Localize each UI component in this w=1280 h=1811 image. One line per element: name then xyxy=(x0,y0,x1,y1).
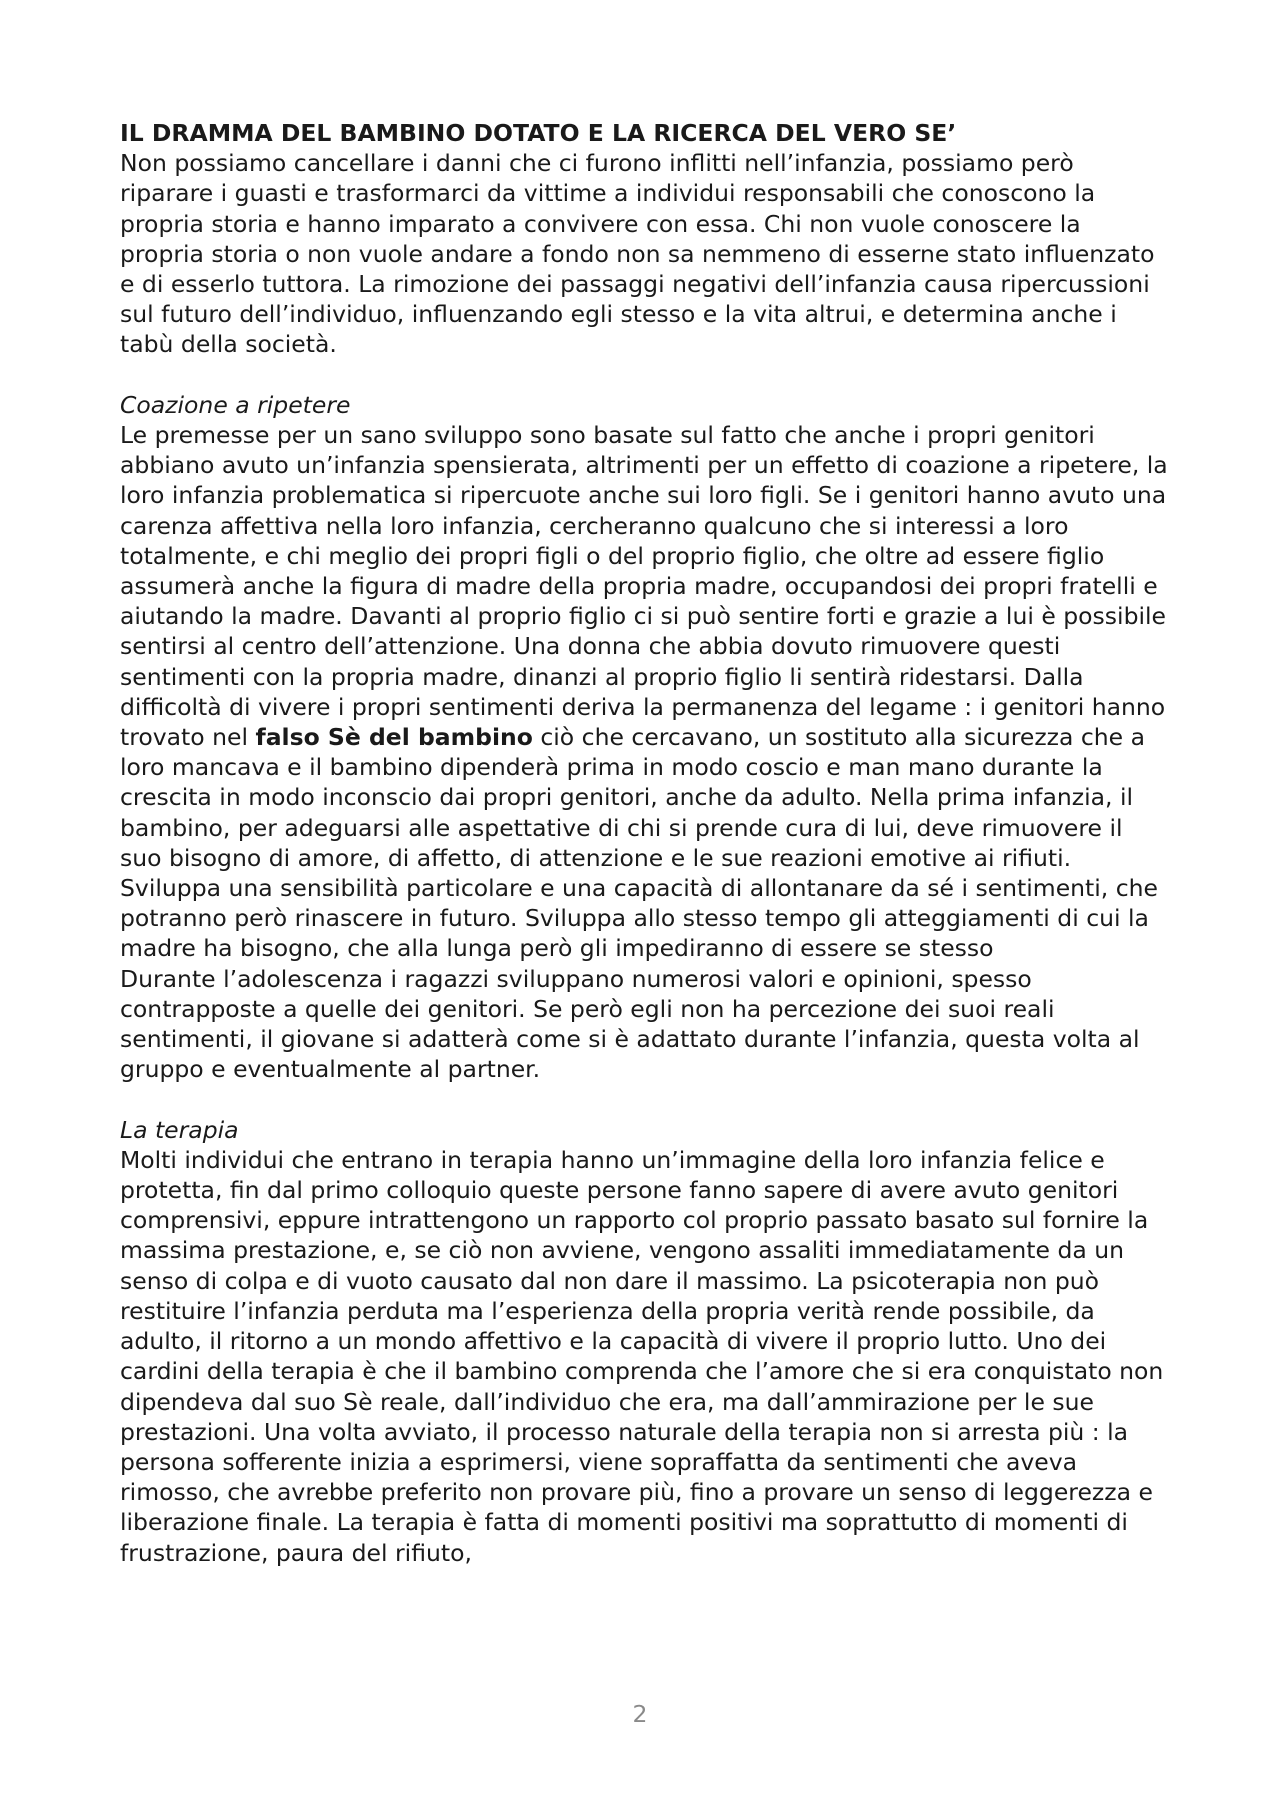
paragraph-gap xyxy=(120,360,1170,390)
section-heading-terapia: La terapia xyxy=(120,1115,239,1144)
coazione-bold-phrase: falso Sè del bambino xyxy=(255,723,533,752)
section-heading-coazione: Coazione a ripetere xyxy=(120,390,351,419)
document-title: IL DRAMMA DEL BAMBINO DOTATO E LA RICERCA DEL VERO SE’ xyxy=(120,119,957,147)
coazione-paragraph-1 xyxy=(120,420,1170,964)
intro-paragraph: Non possiamo cancellare i danni che ci furono inflitti nell’infanzia, possiamo però riparare i guasti e trasformarci da vittime a individui responsabili che conoscono la propria storia e hanno imparato a convivere con essa. Chi non vuole conoscere la propria storia o non vuole andare a fondo non sa nemmeno di esserne stato influenzato e di esserlo tuttora. La rimozione dei passaggi negativi dell’infanzia causa ripercussioni sul futuro dell’individuo, influenzando egli stesso e la vita altrui, e determina anche i tabù della società. xyxy=(120,149,1155,359)
coazione-paragraph-2: Durante l’adolescenza i ragazzi sviluppano numerosi valori e opinioni, spesso contrapposte a quelle dei genitori. Se però egli non ha percezione dei suoi reali sentimenti, il giovane si adatterà come si è adattato durante l’infanzia, questa volta al gruppo e eventualmente al partner. xyxy=(120,964,1140,1084)
paragraph-gap xyxy=(120,1084,1170,1114)
coazione-text-b: ciò che cercavano, un sostituto alla sicurezza che a loro mancava e il bambino dipenderà prima in modo coscio e man mano durante la crescita in modo inconscio dai propri genitori, anche da adulto. Nella prima infanzia, il bambino, per adeguarsi alle aspettative di chi si prende cura di lui, deve rimuovere il suo bisogno di amore, di affetto, di attenzione e le sue reazioni emotive ai rifiuti. Sviluppa una sensibilità particolare e una capacità di allontanare da sé i sentimenti, che potranno però rinascere in futuro. Sviluppa allo stesso tempo gli atteggiamenti di cui la madre ha bisogno, che alla lunga però gli impediranno di essere se stesso xyxy=(120,723,1159,963)
document-page xyxy=(120,118,1170,1568)
terapia-paragraph-1: Molti individui che entrano in terapia hanno un’immagine della loro infanzia felice e protetta, fin dal primo colloquio queste persone fanno sapere di avere avuto genitori comprensivi, eppure intrattengono un rapporto col proprio passato basato sul fornire la massima prestazione, e, se ciò non avviene, vengono assaliti immediatamente da un senso di colpa e di vuoto causato dal non dare il massimo. La psicoterapia non può restituire l’infanzia perduta ma l’esperienza della propria verità rende possibile, da adulto, il ritorno a un mondo affettivo e la capacità di vivere il proprio lutto. Uno dei cardini della terapia è che il bambino comprenda che l’amore che si era conquistato non dipendeva dal suo Sè reale, dall’individuo che era, ma dall’ammirazione per le sue prestazioni. Una volta avviato, il processo naturale della terapia non si arresta più : la persona sofferente inizia a esprimersi, viene sopraffatta da sentimenti che aveva rimosso, che avrebbe preferito non provare più, fino a provare un senso di leggerezza e liberazione finale. La terapia è fatta di momenti positivi ma soprattutto di momenti di frustrazione, paura del rifiuto, xyxy=(120,1145,1164,1567)
coazione-text-a: Le premesse per un sano sviluppo sono basate sul fatto che anche i propri genitori abbiano avuto un’infanzia spensierata, altrimenti per un effetto di coazione a ripetere, la loro infanzia problematica si ripercuote anche sui loro figli. Se i genitori hanno avuto una carenza affettiva nella loro infanzia, cercheranno qualcuno che si interessi a loro totalmente, e chi meglio dei propri figli o del proprio figlio, che oltre ad essere figlio assumerà anche la figura di madre della propria madre, occupandosi dei propri fratelli e aiutando la madre. Davanti al proprio figlio ci si può sentire forti e grazie a lui è possibile sentirsi al centro dell’attenzione. Una donna che abbia dovuto rimuovere questi sentimenti con la propria madre, dinanzi al proprio figlio li sentirà ridestarsi. Dalla difficoltà di vivere i propri sentimenti deriva la permanenza del legame : i genitori hanno trovato nel xyxy=(120,421,1168,752)
page-number: 2 xyxy=(632,1700,648,1728)
